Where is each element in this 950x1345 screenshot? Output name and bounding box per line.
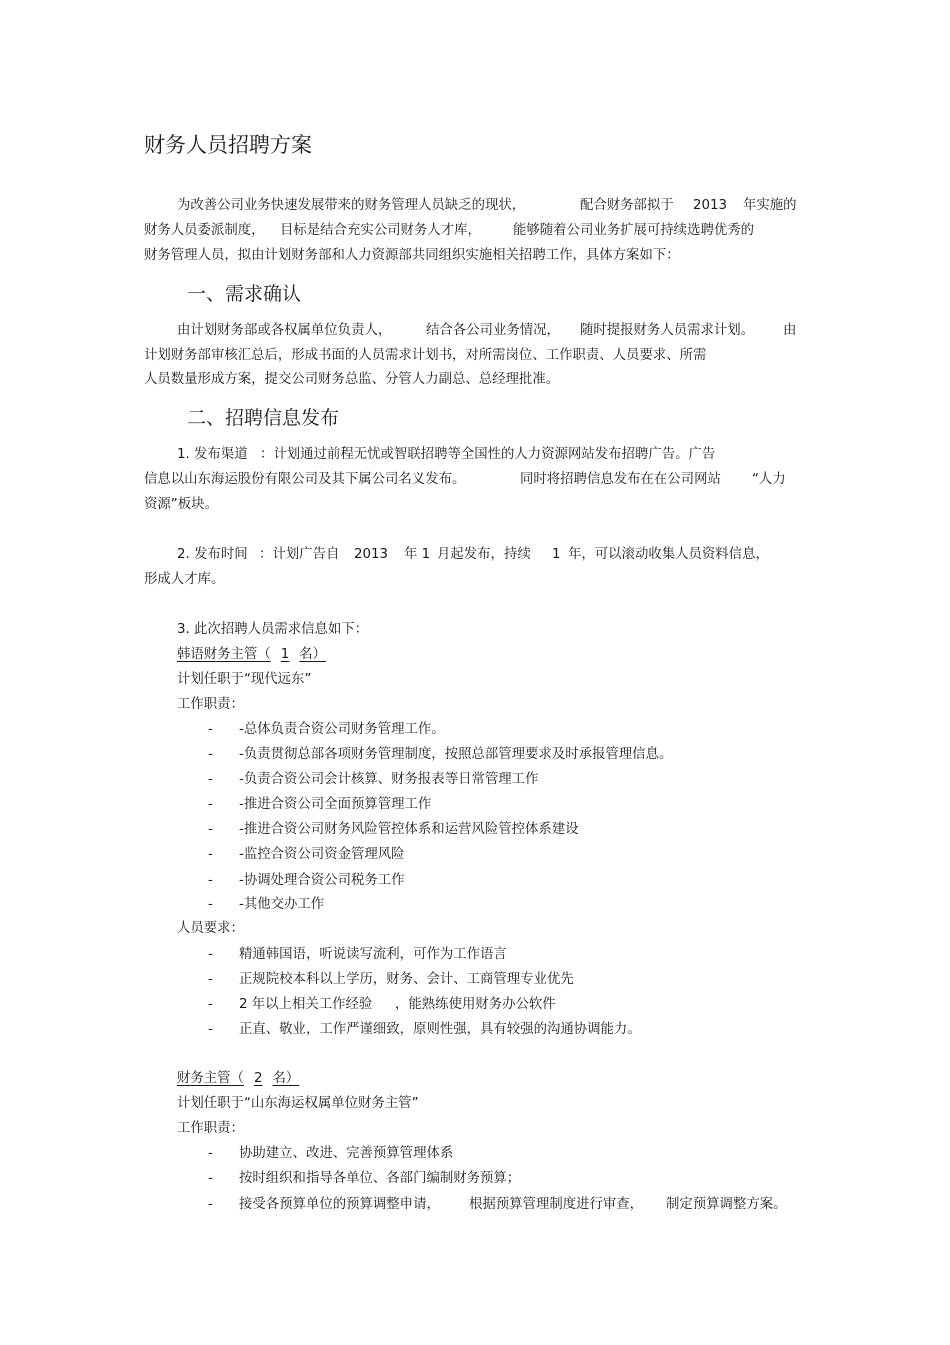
position-title [177, 646, 326, 664]
section2-text: 月起发布，持续 [437, 547, 531, 562]
duty-item: 按时组织和指导各单位、各部门编制财务预算； [239, 1171, 521, 1186]
intro-text: 目标是结合充实公司财务人才库， [280, 223, 481, 238]
bullet-dash: - [208, 947, 213, 962]
section2-text: ：计划广告自 [259, 547, 340, 562]
section2-text: 1 [552, 547, 561, 562]
duty-item: 接受各预算单位的预算调整申请， [239, 1197, 440, 1212]
duty-item: 协助建立、改进、完善预算管理体系 [239, 1146, 454, 1161]
section-heading: 二、招聘信息发布 [187, 407, 340, 429]
bullet-dash: - [208, 1146, 213, 1161]
bullet-dash: - [208, 897, 213, 912]
position-count-suffix: 名） [299, 647, 327, 662]
section1-text: 由计划财务部或各权属单位负责人， [177, 323, 392, 338]
bullet-dash: - [208, 1171, 213, 1186]
position-plan: 计划任职于“山东海运权属单位财务主管” [177, 1096, 419, 1111]
bullet-dash: - [208, 1197, 213, 1212]
duties-label: 工作职责： [177, 1121, 244, 1136]
section2-text: 信息以山东海运股份有限公司及其下属公司名义发布。 [144, 472, 466, 487]
duty-item: -其他交办工作 [239, 897, 325, 912]
bullet-dash: - [208, 722, 213, 737]
position-plan: 计划任职于“现代远东” [177, 672, 312, 687]
page-title: 财务人员招聘方案 [144, 133, 312, 157]
section-heading: 一、需求确认 [187, 283, 302, 305]
requirement-item: 正规院校本科以上学历，财务、会计、工商管理专业优先 [239, 972, 574, 987]
position-count-suffix: 名） [272, 1071, 300, 1086]
bullet-dash: - [208, 1022, 213, 1037]
section2-text: 2013 [354, 547, 389, 562]
section1-text: 由 [783, 323, 797, 338]
bullet-dash: - [208, 972, 213, 987]
section1-text: 人员数量形成方案，提交公司财务总监、分管人力副总、总经理批准。 [144, 372, 560, 387]
requirement-item: ，能熟练使用财务办公软件 [395, 997, 556, 1012]
duty-item: -负责合资公司会计核算、财务报表等日常管理工作 [239, 772, 539, 787]
bullet-dash: - [208, 847, 213, 862]
duty-item: -推进合资公司全面预算管理工作 [239, 797, 432, 812]
section1-text: 结合各公司业务情况， [426, 323, 560, 338]
duty-item: -总体负责合资公司财务管理工作。 [239, 722, 445, 737]
section2-text: ：计划通过前程无忧或智联招聘等全国性的人力资源网站发布招聘广告。广告 [260, 447, 716, 462]
bullet-dash: - [208, 997, 213, 1012]
section1-text: 计划财务部审核汇总后，形成书面的人员需求计划书，对所需岗位、工作职责、人员要求、所需 [144, 348, 707, 363]
section2-text: 1. 发布渠道 [177, 447, 248, 462]
section2-text: 3. 此次招聘人员需求信息如下： [177, 622, 369, 637]
bullet-dash: - [208, 822, 213, 837]
section2-text: 年 1 [404, 547, 431, 562]
intro-text: 年实施的 [743, 198, 797, 213]
duty-item: -推进合资公司财务风险管控体系和运营风险管控体系建设 [239, 822, 579, 837]
intro-text: 能够随着公司业务扩展可持续选聘优秀的 [513, 223, 755, 238]
requirements-label: 人员要求： [177, 921, 244, 936]
section2-text: “人力 [752, 472, 786, 487]
bullet-dash: - [208, 873, 213, 888]
section2-text: 2. 发布时间 [177, 547, 248, 562]
requirement-item: 正直、敬业，工作严谨细致，原则性强，具有较强的沟通协调能力。 [239, 1022, 641, 1037]
bullet-dash: - [208, 747, 213, 762]
intro-text: 财务人员委派制度， [144, 223, 265, 238]
section2-text: 年，可以滚动收集人员资料信息， [568, 547, 769, 562]
position-name: 财务主管（ [177, 1071, 244, 1086]
intro-text: 配合财务部拟于 [580, 198, 674, 213]
duty-item: 根据预算管理制度进行审查， [469, 1197, 644, 1212]
requirement-item: 2 年以上相关工作经验 [239, 997, 373, 1012]
duty-item: -负责贯彻总部各项财务管理制度，按照总部管理要求及时承报管理信息。 [239, 747, 673, 762]
intro-text: 2013 [693, 198, 728, 213]
intro-text: 财务管理人员，拟由计划财务部和人力资源部共同组织实施相关招聘工作，具体方案如下： [144, 248, 680, 263]
duty-item: -协调处理合资公司税务工作 [239, 873, 405, 888]
duty-item: -监控合资公司资金管理风险 [239, 847, 405, 862]
bullet-dash: - [208, 797, 213, 812]
section2-text: 资源”板块。 [144, 497, 218, 512]
position-count: 1 [280, 647, 290, 662]
section2-text: 形成人才库。 [144, 572, 225, 587]
duty-item: 制定预算调整方案。 [666, 1197, 787, 1212]
bullet-dash: - [208, 772, 213, 787]
position-name: 韩语财务主管（ [177, 647, 271, 662]
section1-text: 随时提报财务人员需求计划。 [580, 323, 755, 338]
position-count: 2 [253, 1071, 263, 1086]
duties-label: 工作职责： [177, 697, 244, 712]
position-title [177, 1070, 307, 1088]
requirement-item: 精通韩国语，听说读写流利，可作为工作语言 [239, 947, 507, 962]
intro-text: 为改善公司业务快速发展带来的财务管理人员缺乏的现状， [177, 198, 526, 213]
section2-text: 同时将招聘信息发布在在公司网站 [520, 472, 721, 487]
